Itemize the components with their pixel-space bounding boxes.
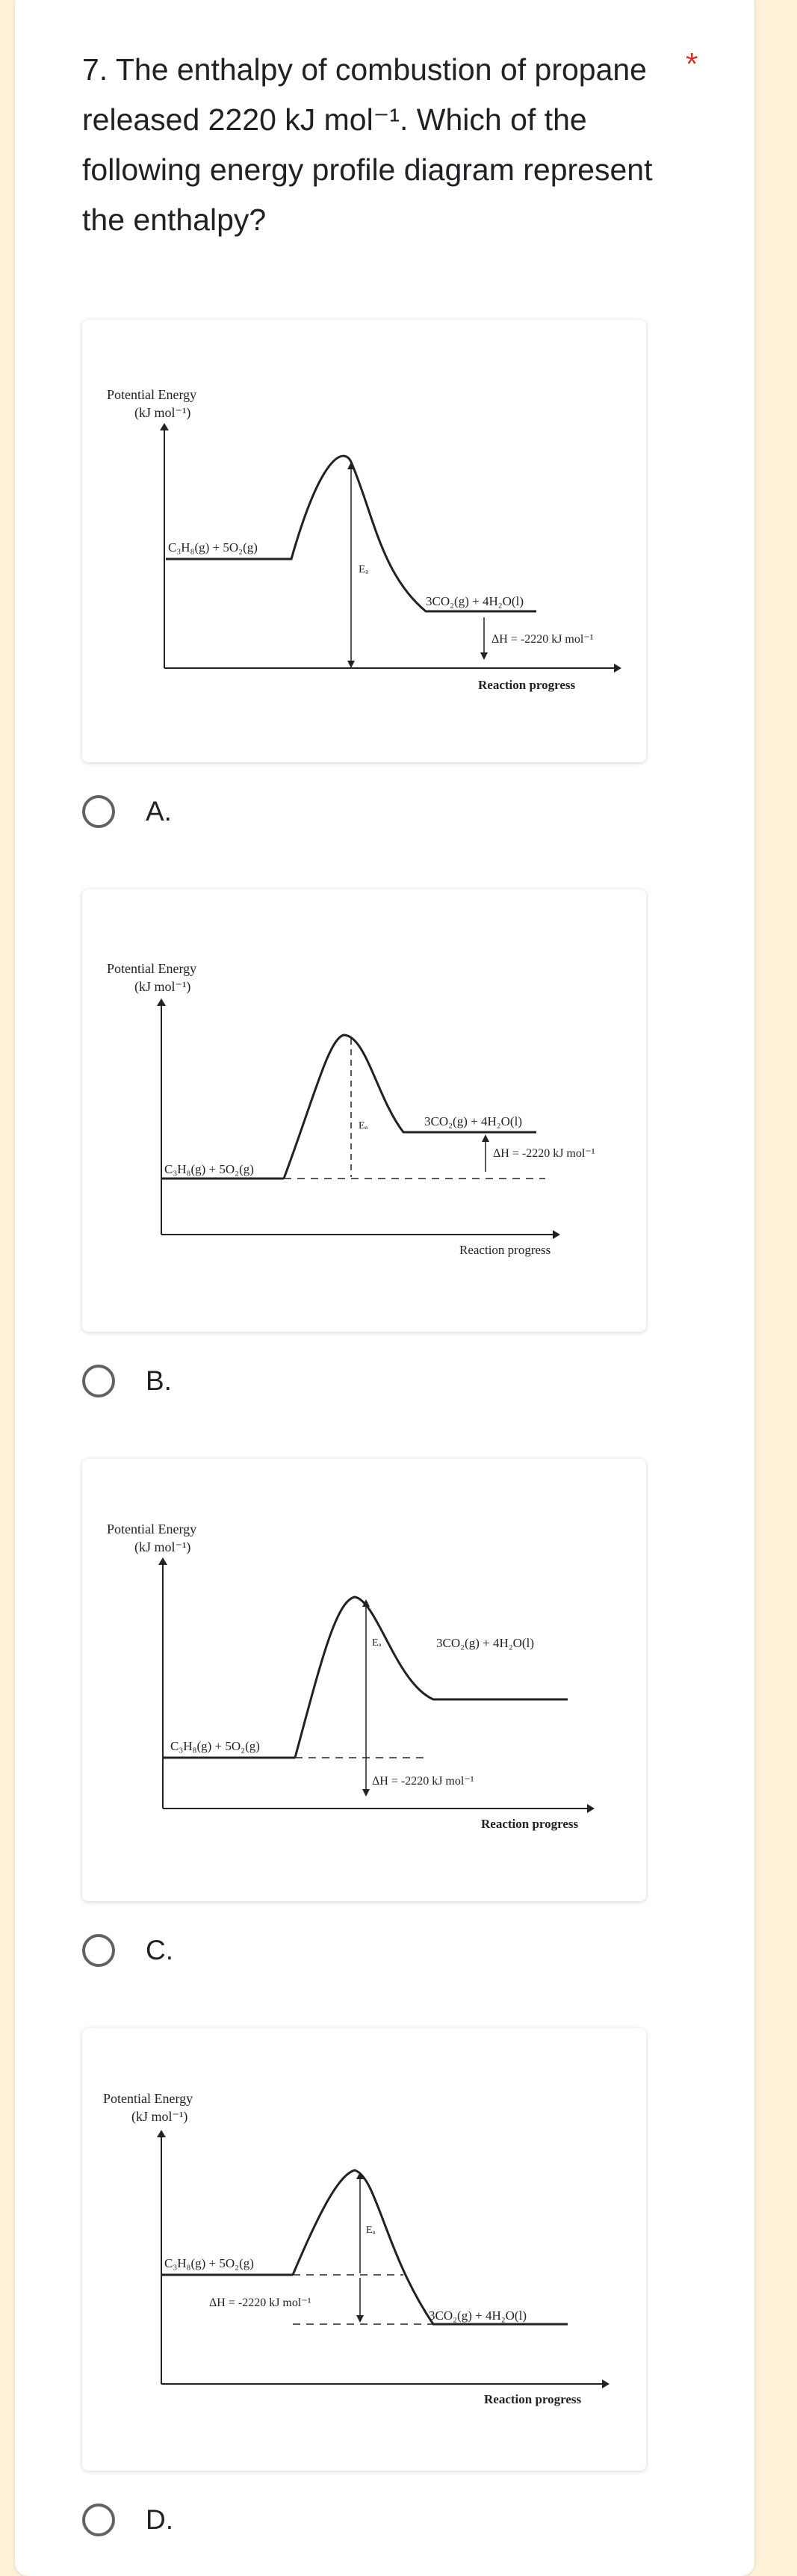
diagram-path — [295, 1597, 568, 1758]
activation-label: Eₐ — [359, 563, 369, 575]
diagram-polygon — [602, 2379, 610, 2388]
question-title: 7. The enthalpy of combustion of propane released 2220 kJ mol⁻¹. Which of the following energy profile diagram represent the enthalpy? — [82, 52, 653, 237]
option-b[interactable] — [82, 1360, 306, 1402]
radio-button[interactable] — [82, 795, 115, 828]
diagram-polygon — [157, 998, 166, 1006]
diagram-polygon — [587, 1804, 595, 1813]
diagram-polygon — [553, 1230, 560, 1239]
diagram-polygon — [347, 661, 355, 668]
diagram-polygon — [482, 1134, 489, 1142]
diagram-path — [293, 2170, 568, 2324]
diagram-c — [82, 1459, 646, 1901]
x-axis-title: Reaction progress — [481, 1817, 579, 1831]
diagram-polygon — [614, 664, 621, 673]
diagram-a — [82, 320, 646, 762]
diagram-b — [82, 889, 646, 1332]
x-axis-title: Reaction progress — [484, 2392, 582, 2406]
diagram-polygon — [356, 2315, 364, 2323]
y-axis-title: Potential Energy — [107, 387, 197, 402]
y-axis-title: Potential Energy — [107, 961, 197, 976]
diagram-polygon — [480, 652, 488, 660]
reactants-label: C₃H₈(g) + 5O₂(g) — [170, 1739, 260, 1753]
option-label: A. — [146, 796, 172, 827]
activation-label: Eₐ — [359, 1120, 368, 1131]
diagram-polygon — [157, 2130, 166, 2137]
products-label: 3CO₂(g) + 4H₂O(l) — [436, 1636, 534, 1650]
activation-label: Eₐ — [366, 2225, 376, 2236]
products-label: 3CO₂(g) + 4H₂O(l) — [424, 1114, 522, 1128]
y-axis-unit: (kJ mol⁻¹) — [134, 979, 191, 994]
x-axis-title: Reaction progress — [459, 1243, 551, 1257]
enthalpy-label: ΔH = -2220 kJ mol⁻¹ — [491, 633, 594, 646]
option-d[interactable] — [82, 2499, 306, 2541]
reactants-label: C₃H₈(g) + 5O₂(g) — [164, 1162, 254, 1176]
radio-button[interactable] — [82, 2504, 115, 2536]
option-label: D. — [146, 2504, 173, 2535]
products-label: 3CO₂(g) + 4H₂O(l) — [429, 2308, 527, 2323]
diagram-polygon — [160, 423, 169, 430]
y-axis-unit: (kJ mol⁻¹) — [131, 2109, 188, 2124]
diagram-polygon — [158, 1557, 167, 1565]
products-label: 3CO₂(g) + 4H₂O(l) — [426, 594, 524, 608]
reactants-label: C₃H₈(g) + 5O₂(g) — [164, 2256, 254, 2270]
option-c[interactable] — [82, 1930, 306, 1971]
enthalpy-label: ΔH = -2220 kJ mol⁻¹ — [493, 1147, 595, 1160]
radio-button[interactable] — [82, 1365, 115, 1397]
diagram-d — [82, 2028, 646, 2471]
y-axis-title: Potential Energy — [107, 1522, 197, 1536]
option-label: B. — [146, 1365, 172, 1396]
y-axis-unit: (kJ mol⁻¹) — [134, 1539, 191, 1554]
option-a[interactable] — [82, 791, 306, 833]
radio-button[interactable] — [82, 1934, 115, 1967]
enthalpy-label: ΔH = -2220 kJ mol⁻¹ — [209, 2297, 311, 2309]
required-asterisk: * — [686, 46, 698, 81]
y-axis-title: Potential Energy — [103, 2091, 193, 2106]
activation-label: Eₐ — [372, 1637, 382, 1649]
reactants-label: C₃H₈(g) + 5O₂(g) — [168, 540, 258, 555]
enthalpy-label: ΔH = -2220 kJ mol⁻¹ — [372, 1775, 474, 1788]
option-label: C. — [146, 1935, 173, 1965]
x-axis-title: Reaction progress — [478, 678, 576, 692]
y-axis-unit: (kJ mol⁻¹) — [134, 405, 191, 420]
diagram-polygon — [362, 1789, 370, 1797]
